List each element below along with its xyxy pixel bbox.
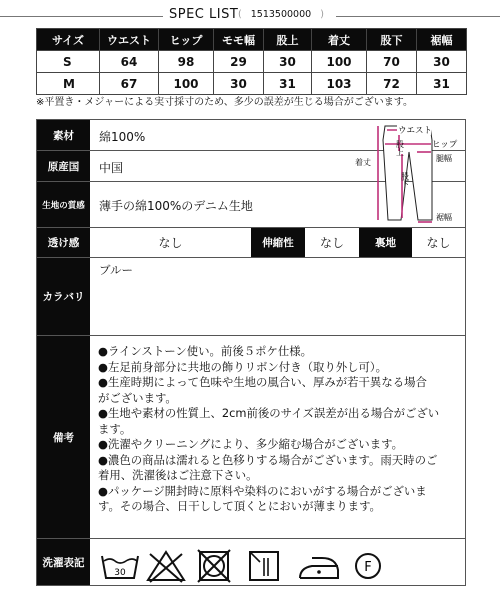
remark-line: ●洗濯やクリーニングにより、多少縮む場合がございます。 xyxy=(98,437,403,451)
remark-line: ●ラインストーン使い。前後５ポケ仕様。 xyxy=(98,344,313,358)
remark-line: ●生地や素材の性質上、2cm前後のサイズ誤差が出る場合がござい xyxy=(98,406,440,420)
table-cell: 70 xyxy=(367,51,417,73)
remark-line: ます。 xyxy=(98,421,132,436)
table-row xyxy=(37,73,467,95)
size-table-header xyxy=(37,29,467,51)
waist-label: ウエスト xyxy=(398,126,433,136)
table-cell: 100 xyxy=(312,51,367,73)
lining-value: なし xyxy=(426,236,451,250)
spec-title: SPEC LIST xyxy=(169,7,239,22)
dryclean-letter: F xyxy=(364,560,372,575)
material-label: 素材 xyxy=(37,120,90,150)
remarks-text xyxy=(98,344,458,515)
size-table xyxy=(36,28,467,95)
stretch-value: なし xyxy=(319,236,344,250)
measurement-note: ※平置き・メジャーによる実寸採寸のため、多少の誤差が生じる場合がございます。 xyxy=(36,97,413,108)
remark-line: 着用、洗濯後はご注意下さい。 xyxy=(98,468,258,482)
wash-temp-text: 30 xyxy=(114,568,126,578)
table-cell: 64 xyxy=(100,51,159,73)
header-hem: 裾幅 xyxy=(417,29,467,51)
code-paren-open: ( xyxy=(238,9,242,20)
remark-line: ●生産時期によって色味や生地の風合い、厚みが若干異なる場合 xyxy=(98,375,427,389)
table-cell: 72 xyxy=(367,73,417,95)
remark-line: す。その場合、日干しして頂くとにおいが薄まります。 xyxy=(98,499,381,513)
lining-label: 裏地 xyxy=(359,228,412,257)
header-hip: ヒップ xyxy=(159,29,214,51)
header-rule-right xyxy=(336,16,500,17)
remark-line: ●濃色の商品は濡れると色移りする場合がございます。雨天時のご xyxy=(98,452,438,467)
table-cell: 100 xyxy=(159,73,214,95)
hip-label: ヒップ xyxy=(432,140,458,150)
table-row xyxy=(37,51,467,73)
code-paren-close: ) xyxy=(320,9,324,20)
origin-label: 原産国 xyxy=(37,151,90,181)
table-cell: 98 xyxy=(159,51,214,73)
color-row xyxy=(37,258,465,336)
thigh-label: 腿幅 xyxy=(436,154,452,163)
table-cell: 29 xyxy=(214,51,264,73)
table-cell: 30 xyxy=(214,73,264,95)
remark-line: ●パッケージ開封時に原料や染料のにおいがする場合がございま xyxy=(98,483,427,498)
no-tumble-dry-icon xyxy=(198,550,230,582)
table-cell: 30 xyxy=(264,51,312,73)
line-dry-shade-icon xyxy=(250,552,278,580)
care-label: 洗濯表記 xyxy=(37,539,90,585)
origin-value: 中国 xyxy=(99,161,124,175)
no-bleach-icon xyxy=(148,552,184,582)
header-waist: ウエスト xyxy=(100,29,159,51)
sheer-label: 透け感 xyxy=(37,228,90,257)
code-value: 1513500000 xyxy=(250,9,312,20)
sheer-value: なし xyxy=(158,236,183,250)
inseam-label: 股下 xyxy=(400,172,410,188)
header-inseam: 股下 xyxy=(367,29,417,51)
table-cell: 67 xyxy=(100,73,159,95)
dryclean-f-icon xyxy=(356,554,380,578)
rise-label: 股上 xyxy=(395,140,405,156)
texture-label: 生地の質感 xyxy=(37,182,90,227)
measurement-diagram xyxy=(352,120,465,228)
header-size: サイズ xyxy=(37,29,100,51)
size-label: M xyxy=(37,73,100,95)
header-rise: 股上 xyxy=(264,29,312,51)
color-label: カラバリ xyxy=(37,258,90,335)
pants-diagram xyxy=(352,120,465,228)
properties-row xyxy=(37,228,465,258)
properties-cells xyxy=(37,228,465,257)
header-rule-left xyxy=(0,16,163,17)
material-value: 綿100% xyxy=(99,130,146,144)
wash-30-icon xyxy=(102,556,138,578)
length-label: 着丈 xyxy=(355,158,371,167)
table-cell: 103 xyxy=(312,73,367,95)
color-value: ブルー xyxy=(99,263,134,277)
remark-line: がございます。 xyxy=(98,390,177,405)
care-symbols xyxy=(100,548,460,588)
table-cell: 31 xyxy=(264,73,312,95)
stretch-label: 伸縮性 xyxy=(251,228,305,257)
hem-label: 裾幅 xyxy=(436,213,452,222)
iron-icon xyxy=(300,558,338,578)
table-cell: 30 xyxy=(417,51,467,73)
remarks-row xyxy=(37,336,465,539)
header-length: 着丈 xyxy=(312,29,367,51)
product-code xyxy=(238,9,324,20)
care-row xyxy=(37,539,465,585)
spec-table xyxy=(36,119,466,586)
spec-header xyxy=(0,6,500,28)
remarks-label: 備考 xyxy=(37,336,90,538)
size-label: S xyxy=(37,51,100,73)
texture-value: 薄手の綿100%のデニム生地 xyxy=(99,199,253,213)
table-cell: 31 xyxy=(417,73,467,95)
header-thigh: モモ幅 xyxy=(214,29,264,51)
remark-line: ●左足前身部分に共地の飾りリボン付き（取り外し可）。 xyxy=(98,359,388,374)
